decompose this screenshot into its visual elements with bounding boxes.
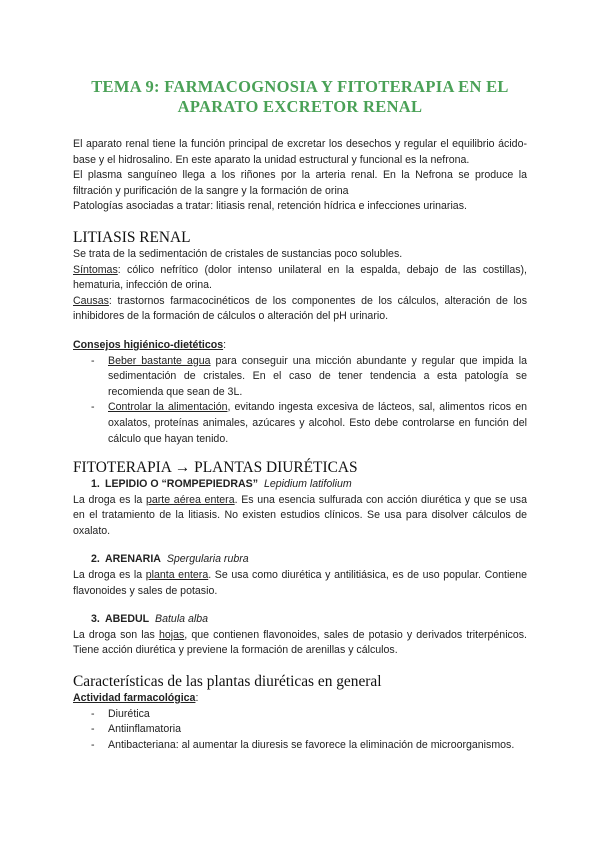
intro-paragraph-3: Patologías asociadas a tratar: litiasis renal, retención hídrica e infecciones urinarias. (73, 200, 467, 213)
plant-heading-abedul: 3. ABEDUL Batula alba (91, 613, 209, 626)
sintomas-paragraph (73, 263, 527, 294)
title-line-1: TEMA 9: FARMACOGNOSIA Y FITOTERAPIA EN EL (91, 77, 509, 96)
list-item: - Antibacteriana: al aumentar la diuresis se favorece la eliminación de microorganismos. (91, 738, 527, 754)
consejos-heading (73, 338, 527, 354)
title-line-2: APARATO EXCRETOR RENAL (177, 97, 423, 116)
sintomas-label: Síntomas (73, 263, 118, 276)
causas-label: Causas (73, 294, 109, 307)
sintomas-text: : cólico nefrítico (dolor intenso unilateral en la espalda, debajo de las costillas), hematuria, infección de orina. (73, 263, 527, 292)
consejos-colon: : (223, 338, 227, 351)
plant-latin-name: Spergularia rubra (166, 553, 249, 566)
fitoterapia-heading: FITOTERAPIA → PLANTAS DIURÉTICAS (73, 459, 358, 477)
plant-name: ARENARIA (105, 553, 161, 566)
actividad-list (73, 707, 527, 754)
plant-description-abedul: La droga son las hojas, que contienen flavonoides, sales de potasio y derivados triterpénicos. Tiene acción diurética y previene la formación de arenillas y cálculos. (73, 628, 527, 657)
actividad-heading: Actividad farmacológica: (73, 692, 199, 705)
plant-description-arenaria: La droga es la planta entera. Se usa como diurética y antilitiásica, es de uso popular. Contiene flavonoides y sales de potasio. (73, 569, 527, 597)
fitoterapia-section (73, 459, 527, 659)
litiasis-definition: Se trata de la sedimentación de cristales de sustancias poco solubles. (73, 247, 403, 260)
intro-paragraph-2: El plasma sanguíneo llega a los riñones por la arteria renal. En la Nefrona se produce la filtración y purificación de la sangre y la formación de orina (73, 169, 527, 197)
document-title (73, 0, 527, 117)
consejo-text: para conseguir una micción abundante y regular que impida la sedimentación de cristales. En el caso de tener tendencia a esta patología se recomienda que sean de 3L. (108, 354, 527, 398)
consejos-list (73, 354, 527, 448)
plant-heading-arenaria: 2. ARENARIA Spergularia rubra (91, 553, 249, 566)
plant-part: planta entera (145, 569, 209, 582)
caracteristicas-heading: Características de las plantas diuréticas en general (73, 673, 382, 691)
consejo-text: , evitando ingesta excesiva de lácteos, sal, alimentos ricos en oxalatos, proteínas animales, azúcares y alcohol. Esto debe controlarse en función del cálculo que hayan tenido. (108, 401, 527, 445)
plant-description-lepidio: La droga es la parte aérea entera. Es una esencia sulfurada con acción diurética y que se usa en el tratamiento de la litiasis. No existen estudios clínicos. Se usa para disolver cálculos de oxalato. (73, 493, 527, 537)
consejo-label: Controlar la alimentación (108, 401, 228, 414)
intro-paragraph-1: El aparato renal tiene la función principal de excretar los desechos y regular el equilibrio ácido- base y el hidrosalino. En este aparato la unidad estructural y funcional es la nefrona. (73, 138, 527, 166)
actividad-label: Actividad farmacológica (73, 692, 196, 705)
list-item (91, 354, 527, 401)
litiasis-section (73, 229, 527, 447)
plant-latin-name: Batula alba (155, 613, 209, 626)
plant-latin-name: Lepidium latifolium (263, 478, 352, 491)
plant-heading-lepidio: 1. LEPIDIO O “ROMPEPIEDRAS” Lepidium latifolium (91, 478, 352, 491)
plant-name: ABEDUL (105, 613, 150, 626)
plant-part: parte aérea entera (145, 493, 235, 506)
intro-section (73, 137, 527, 215)
litiasis-heading: LITIASIS RENAL (73, 228, 191, 246)
consejos-label: Consejos higiénico-dietéticos (73, 338, 224, 351)
consejo-label: Beber bastante agua (108, 354, 211, 367)
list-item: - Antiinflamatoria (91, 722, 527, 738)
plant-part: hojas (158, 628, 185, 641)
caracteristicas-section (73, 673, 527, 753)
list-item: - Diurética (91, 707, 527, 723)
list-item (91, 400, 527, 447)
plant-name: LEPIDIO O “ROMPEPIEDRAS” (105, 478, 259, 491)
causas-text: : trastornos farmacocinéticos de los componentes de los cálculos, alteración de los inhibidores de la formación de cálculos o alteración del pH urinario. (73, 294, 527, 323)
causas-paragraph (73, 294, 527, 325)
